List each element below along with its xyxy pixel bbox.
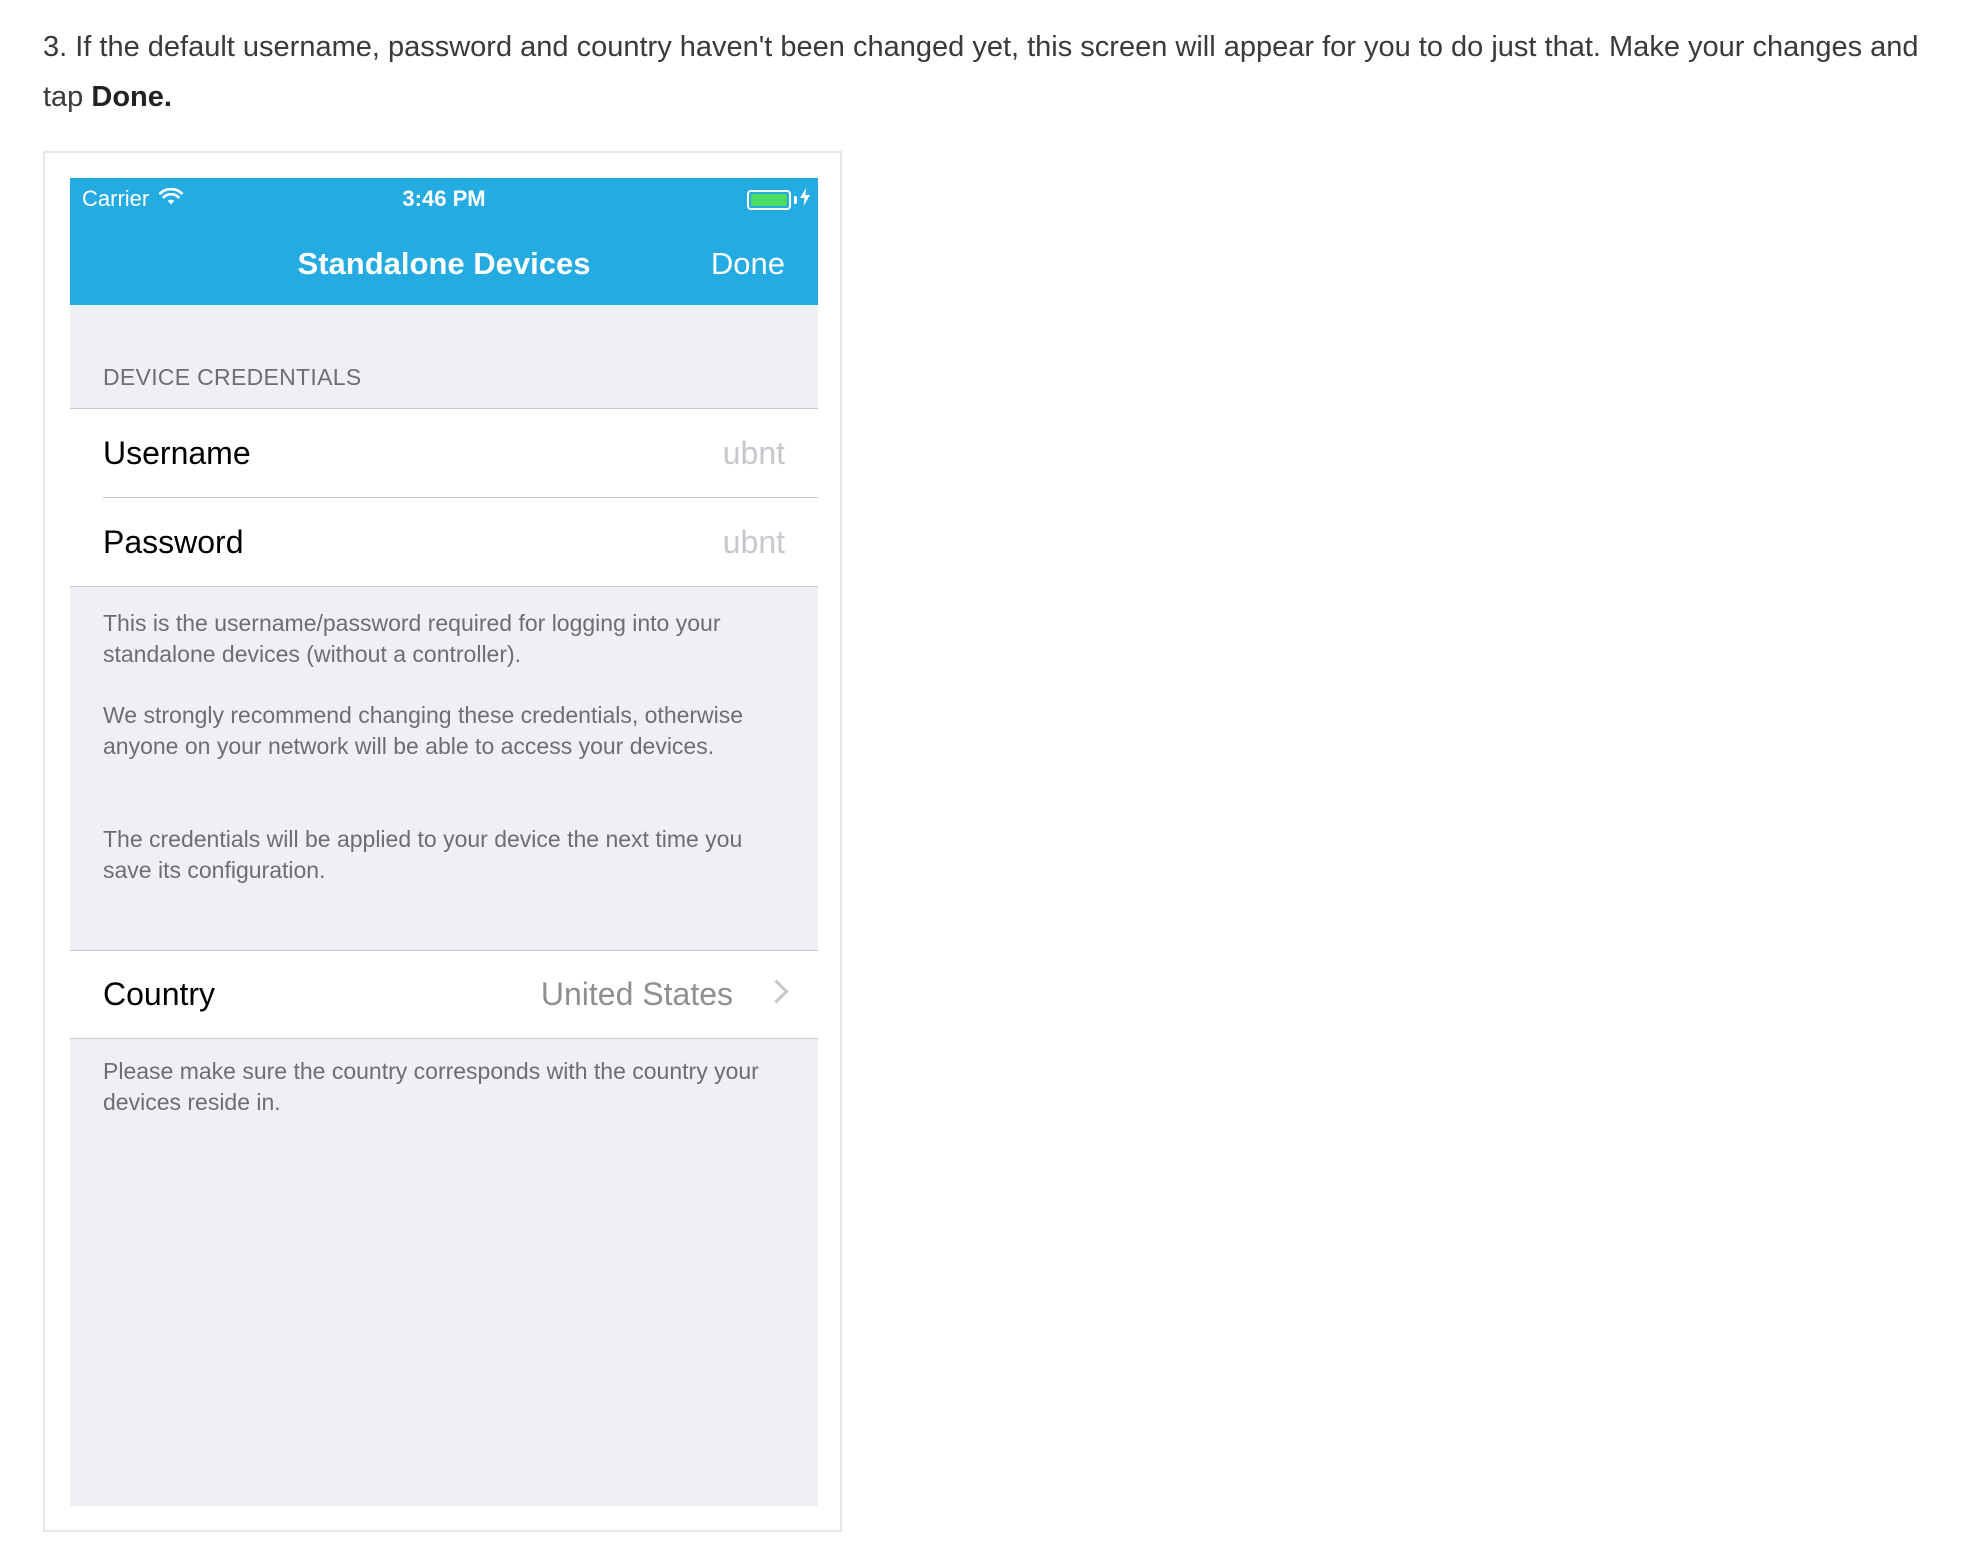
- country-group: [70, 950, 818, 1039]
- battery-indicator: [747, 188, 810, 211]
- instruction-prefix: 3. If the default username, password and country haven't been changed yet, this screen will appear for you to do just that. Make your changes and tap: [43, 31, 1919, 113]
- credentials-group: [70, 408, 818, 587]
- battery-tip: [794, 196, 797, 204]
- charging-bolt-icon: [800, 188, 810, 211]
- country-label: Country: [103, 976, 216, 1012]
- country-footer-text: Please make sure the country corresponds with the country your devices reside in.: [103, 1058, 759, 1115]
- phone-screen: [70, 178, 818, 1506]
- credentials-footer-text: This is the username/password required for logging into your standalone devices (without a controller).: [103, 610, 721, 667]
- done-button[interactable]: Done: [710, 246, 785, 281]
- credentials-footer-text: The credentials will be applied to your device the next time you save its configuration.: [103, 826, 743, 883]
- country-value: United States: [540, 976, 733, 1012]
- chevron-right-icon: [764, 979, 788, 1003]
- instruction-text: [43, 22, 1933, 122]
- username-label: Username: [103, 435, 251, 471]
- nav-title: Standalone Devices: [297, 246, 591, 281]
- username-field[interactable]: [585, 409, 785, 497]
- instruction-emphasis: Done.: [91, 81, 172, 113]
- battery-level: [751, 194, 787, 206]
- username-cell[interactable]: [70, 409, 818, 497]
- battery-icon: [747, 190, 791, 210]
- country-cell[interactable]: [70, 951, 818, 1038]
- password-cell[interactable]: [70, 498, 818, 586]
- credentials-footer-text: We strongly recommend changing these credentials, otherwise anyone on your network will be able to access your devices.: [103, 702, 744, 759]
- carrier-label: Carrier: [82, 186, 150, 211]
- status-time: 3:46 PM: [402, 186, 486, 211]
- password-field[interactable]: [585, 498, 785, 586]
- section-header-device-credentials: DEVICE CREDENTIALS: [103, 364, 362, 390]
- navigation-bar: [70, 178, 818, 305]
- screenshot-frame: [43, 151, 842, 1532]
- password-label: Password: [103, 524, 244, 560]
